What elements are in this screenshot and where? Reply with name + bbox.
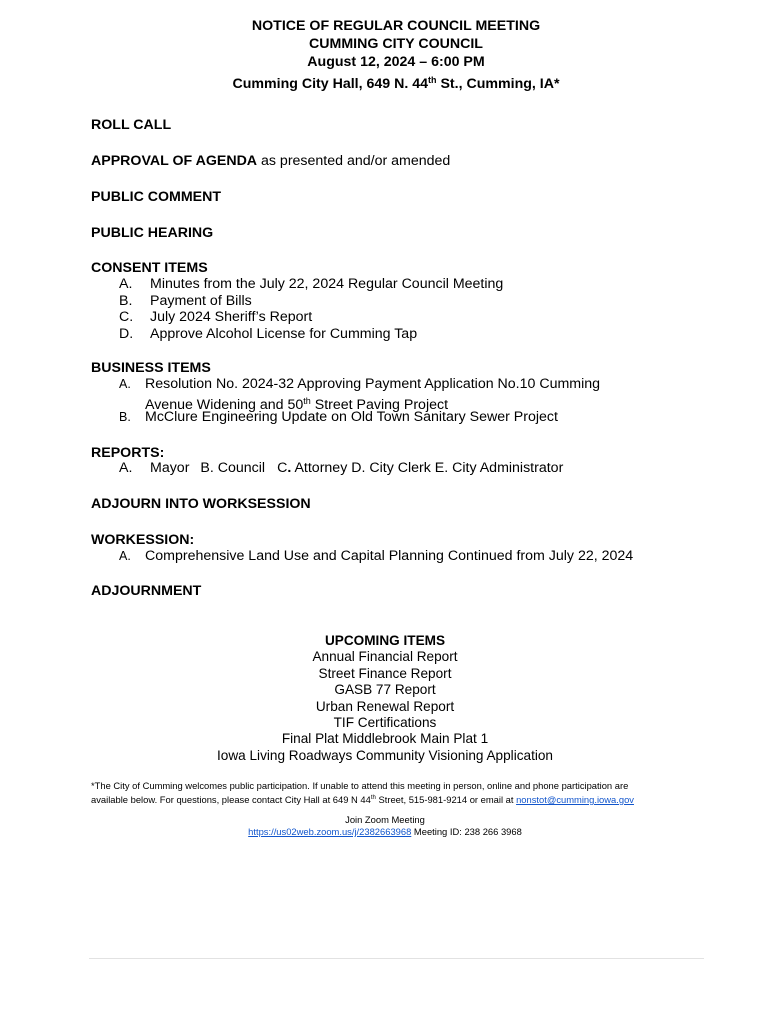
upcoming-item: Iowa Living Roadways Community Visioning Application xyxy=(217,747,553,763)
reports-heading: REPORTS: xyxy=(91,445,165,461)
item-text: Comprehensive Land Use and Capital Planning Continued from July 22, 2024 xyxy=(145,548,634,564)
email-link[interactable]: nonstot@cumming.iowa.gov xyxy=(516,794,634,805)
report-label-c: C xyxy=(277,460,288,476)
page-divider xyxy=(89,958,704,959)
item-label: A. xyxy=(119,377,131,391)
report-dot: . xyxy=(287,460,292,476)
zoom-meeting-id: Meeting ID: 238 266 3968 xyxy=(411,826,522,837)
business-item xyxy=(119,376,600,393)
upcoming-items xyxy=(0,633,770,764)
roll-call-heading: ROLL CALL xyxy=(91,117,172,133)
zoom-link[interactable]: https://us02web.zoom.us/j/2382663968 xyxy=(248,826,412,837)
item-text: Payment of Bills xyxy=(150,292,252,309)
council-name: CUMMING CITY COUNCIL xyxy=(309,36,483,52)
adjourn-worksession-heading: ADJOURN INTO WORKSESSION xyxy=(91,496,311,512)
notice-header xyxy=(0,17,770,93)
upcoming-item: GASB 77 Report xyxy=(334,682,436,698)
approval-text: as presented and/or amended xyxy=(257,153,451,169)
participation-note xyxy=(91,780,691,806)
upcoming-item: Final Plat Middlebrook Main Plat 1 xyxy=(281,731,489,747)
item-text: July 2024 Sheriff’s Report xyxy=(150,309,313,325)
upcoming-item: TIF Certifications xyxy=(333,715,437,731)
item-text: Minutes from the July 22, 2024 Regular Council Meeting xyxy=(150,276,504,292)
item-text: McClure Engineering Update on Old Town Sanitary Sewer Project xyxy=(145,409,558,425)
approval-of-agenda xyxy=(91,153,450,170)
business-item xyxy=(119,409,558,426)
consent-item xyxy=(119,276,503,293)
item-label: A. xyxy=(119,276,133,292)
report-label-a: A. xyxy=(119,460,133,476)
zoom-title: Join Zoom Meeting xyxy=(345,814,425,825)
reports-line xyxy=(119,460,563,477)
note-line-1: *The City of Cumming welcomes public participation. If unable to attend this meeting in person, online and phone participation are xyxy=(91,780,629,791)
item-label: B. xyxy=(119,410,131,424)
item-superscript: th xyxy=(303,395,311,406)
approval-title: APPROVAL OF AGENDA xyxy=(91,153,258,169)
worksession-item xyxy=(119,548,633,565)
public-hearing-heading: PUBLIC HEARING xyxy=(91,225,214,241)
consent-item xyxy=(119,309,312,326)
zoom-info xyxy=(0,814,770,838)
upcoming-item: Street Finance Report xyxy=(318,665,452,681)
location-text-end: St., Cumming, IA* xyxy=(436,76,560,92)
item-text: Resolution No. 2024-32 Approving Payment Application No.10 Cumming xyxy=(145,376,601,392)
report-mayor: Mayor xyxy=(150,460,190,476)
consent-items-heading: CONSENT ITEMS xyxy=(91,260,208,276)
consent-item xyxy=(119,326,417,343)
item-label: C. xyxy=(119,309,134,325)
worksession-heading: WORKESSION: xyxy=(91,532,195,548)
business-items-heading: BUSINESS ITEMS xyxy=(91,360,211,376)
adjournment-heading: ADJOURNMENT xyxy=(91,583,202,599)
meeting-location xyxy=(0,71,770,93)
note-line-2: available below. For questions, please contact City Hall at 649 N 44th Street, 515-981-9214 or email at nonstot@cumming.iowa.gov xyxy=(91,794,634,805)
public-comment-heading: PUBLIC COMMENT xyxy=(91,189,222,205)
upcoming-title: UPCOMING ITEMS xyxy=(324,633,446,648)
upcoming-item: Urban Renewal Report xyxy=(315,698,455,714)
item-text-cont: Avenue Widening and 50 xyxy=(145,396,304,413)
item-label: B. xyxy=(119,292,133,309)
item-text: Approve Alcohol License for Cumming Tap xyxy=(150,325,418,342)
meeting-datetime: August 12, 2024 – 6:00 PM xyxy=(307,54,485,70)
location-superscript: th xyxy=(428,75,437,85)
report-council: B. Council xyxy=(200,460,266,476)
item-label: D. xyxy=(119,325,134,342)
report-rest: Attorney D. City Clerk E. City Administrator xyxy=(291,460,564,476)
zoom-link-line xyxy=(0,826,770,838)
item-label: A. xyxy=(119,549,131,563)
consent-item xyxy=(119,293,252,310)
location-text: Cumming City Hall, 649 N. 44 xyxy=(232,76,429,92)
notice-title: NOTICE OF REGULAR COUNCIL MEETING xyxy=(251,18,541,34)
upcoming-item: Annual Financial Report xyxy=(312,649,458,665)
item-text-cont-end: Street Paving Project xyxy=(310,396,449,413)
